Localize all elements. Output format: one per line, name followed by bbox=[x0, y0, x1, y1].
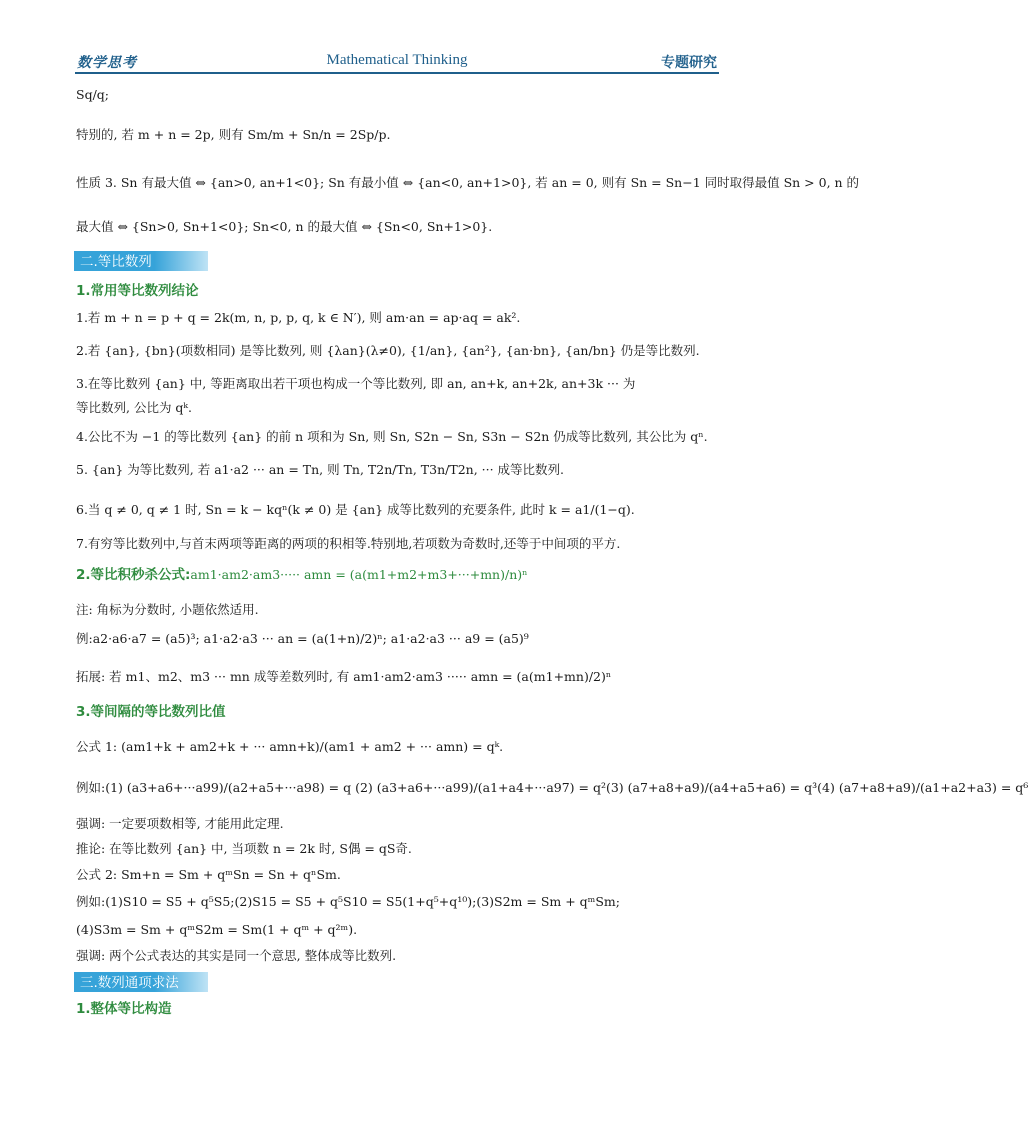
header-center: Mathematical Thinking bbox=[326, 52, 468, 68]
section-title: 三.数列通项求法 bbox=[80, 975, 179, 991]
subsection-title: 2.等比积秒杀公式: bbox=[76, 567, 191, 583]
text-line: 例如:(1)S10 = S5 + q⁵S5;(2)S15 = S5 + q⁵S10 = S5(1+q⁵+q¹⁰);(3)S2m = Sm + qᵐSm; bbox=[76, 894, 620, 909]
section-title: 二.等比数列 bbox=[80, 254, 152, 270]
text-line: 推论: 在等比数列 {an} 中, 当项数 n = 2k 时, S偶 = qS奇. bbox=[76, 841, 412, 856]
subsection-formula: am1·am2·am3····· amn = (a(m1+m2+m3+···+mn)/n)ⁿ bbox=[190, 567, 528, 582]
text-line: 6.当 q ≠ 0, q ≠ 1 时, Sn = k − kqⁿ(k ≠ 0) 是 {an} 成等比数列的充要条件, 此时 k = a1/(1−q). bbox=[76, 502, 635, 517]
section-banner bbox=[74, 972, 208, 992]
text-line: 强调: 两个公式表达的其实是同一个意思, 整体成等比数列. bbox=[76, 948, 397, 963]
header-left: 数学思考 bbox=[77, 55, 137, 71]
text-line: (4)S3m = Sm + qᵐS2m = Sm(1 + qᵐ + q²ᵐ). bbox=[76, 922, 358, 937]
text-line: 4.公比不为 −1 的等比数列 {an} 的前 n 项和为 Sn, 则 Sn, S2n − Sn, S3n − S2n 仍成等比数列, 其公比为 qⁿ. bbox=[76, 429, 708, 444]
text-line: 最大值 ⇔ {Sn>0, Sn+1<0}; Sn<0, n 的最大值 ⇔ {Sn<0, Sn+1>0}. bbox=[76, 219, 493, 234]
subsection-title: 1.常用等比数列结论 bbox=[76, 283, 199, 299]
header-right: 专题研究 bbox=[661, 55, 717, 71]
text-line: 拓展: 若 m1、m2、m3 ··· mn 成等差数列时, 有 am1·am2·am3 ····· amn = (a(m1+mn)/2)ⁿ bbox=[76, 669, 612, 684]
section-banner bbox=[74, 251, 208, 271]
header-rule bbox=[75, 72, 719, 74]
text-line: Sq/q; bbox=[76, 87, 109, 102]
text-line: 性质 3. Sn 有最大值 ⇔ {an>0, an+1<0}; Sn 有最小值 ⇔ {an<0, an+1>0}, 若 an = 0, 则有 Sn = Sn−1 同时取得最值 Sn > 0, n 的 bbox=[76, 175, 860, 190]
text-line: 3.在等比数列 {an} 中, 等距离取出若干项也构成一个等比数列, 即 an, an+k, an+2k, an+3k ··· 为 bbox=[76, 376, 636, 391]
subsection-title: 3.等间隔的等比数列比值 bbox=[76, 704, 226, 720]
text-line: 例如:(1) (a3+a6+···a99)/(a2+a5+···a98) = q (2) (a3+a6+···a99)/(a1+a4+···a97) = q²(3) (a7+a8+a9)/(a4+a5+a6) = q³(4) (a7+a8+a9)/(a1+a2+a3) = q⁶ bbox=[76, 780, 1028, 795]
text-line: 5. {an} 为等比数列, 若 a1·a2 ··· an = Tn, 则 Tn, T2n/Tn, T3n/T2n, ··· 成等比数列. bbox=[76, 462, 565, 477]
text-line: 7.有穷等比数列中,与首末两项等距离的两项的积相等.特别地,若项数为奇数时,还等于中间项的平方. bbox=[76, 536, 621, 551]
text-line: 1.若 m + n = p + q = 2k(m, n, p, p, q, k ∈ N′), 则 am·an = ap·aq = ak². bbox=[76, 310, 521, 325]
subsection-title: 1.整体等比构造 bbox=[76, 1001, 172, 1017]
subsection-title-row bbox=[76, 566, 528, 584]
text-line: 注: 角标为分数时, 小题依然适用. bbox=[76, 602, 259, 617]
text-line: 2.若 {an}, {bn}(项数相同) 是等比数列, 则 {λan}(λ≠0), {1/an}, {an²}, {an·bn}, {an/bn} 仍是等比数列. bbox=[76, 343, 700, 358]
text-line: 公式 1: (am1+k + am2+k + ··· amn+k)/(am1 + am2 + ··· amn) = qᵏ. bbox=[76, 739, 504, 754]
text-line: 特别的, 若 m + n = 2p, 则有 Sm/m + Sn/n = 2Sp/p. bbox=[76, 127, 391, 142]
text-line: 强调: 一定要项数相等, 才能用此定理. bbox=[76, 816, 284, 831]
text-line: 等比数列, 公比为 qᵏ. bbox=[76, 400, 192, 415]
text-line: 公式 2: Sm+n = Sm + qᵐSn = Sn + qⁿSm. bbox=[76, 867, 341, 882]
text-line: 例:a2·a6·a7 = (a5)³; a1·a2·a3 ··· an = (a(1+n)/2)ⁿ; a1·a2·a3 ··· a9 = (a5)⁹ bbox=[76, 631, 529, 646]
